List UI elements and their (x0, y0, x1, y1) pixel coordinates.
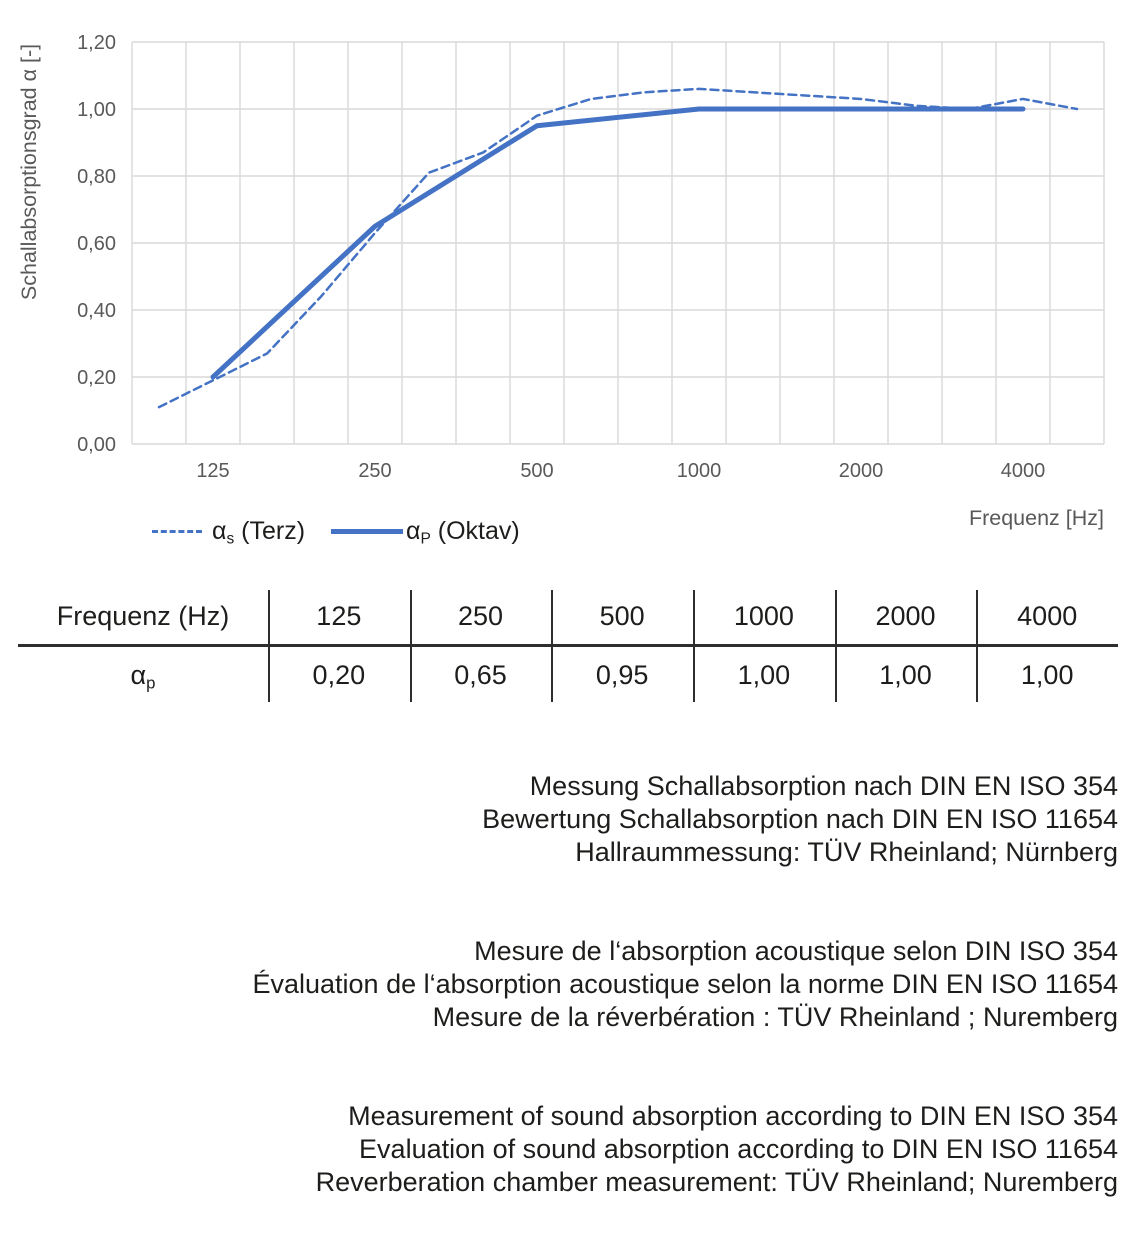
x-axis-tick-label: 125 (196, 460, 230, 482)
chart-legend (152, 514, 520, 548)
table-column-divider (835, 590, 837, 702)
absorption-chart-canvas (0, 0, 1135, 548)
note-block-english (8, 1100, 1118, 1199)
note-block-german (8, 770, 1118, 869)
alpha-p-value-500: 0,95 (595, 659, 649, 690)
table-header-row (18, 588, 1118, 644)
legend-label-alpha-p-oktav: $\alpha_P$ (Oktav) (406, 516, 520, 547)
note-line: Measurement of sound absorption according to DIN EN ISO 354 (348, 1101, 1118, 1131)
table-header-2000: 2000 (875, 600, 936, 631)
table-column-divider (268, 590, 270, 702)
note-line: Bewertung Schallabsorption nach DIN EN ISO 11654 (482, 804, 1118, 834)
table-header-250: 250 (457, 600, 504, 631)
y-axis-tick-label: 1,00 (77, 99, 116, 121)
x-axis-tick-label: 2000 (838, 460, 884, 482)
alpha-p-table (18, 588, 1118, 704)
table-header-500: 500 (599, 600, 645, 631)
x-axis-title: Frequenz [Hz] (968, 506, 1104, 530)
table-column-divider (693, 590, 695, 702)
note-line: Evaluation of sound absorption according to DIN EN ISO 11654 (359, 1134, 1118, 1164)
y-axis-tick-label: 0,20 (77, 367, 116, 389)
y-axis-tick-label: 0,80 (77, 166, 116, 188)
legend-entry-alpha-s-terz (152, 517, 305, 546)
note-line: Mesure de l‘absorption acoustique selon DIN ISO 354 (474, 936, 1118, 966)
alpha-p-value-4000: 1,00 (1020, 659, 1074, 690)
alpha-p-value-125: 0,20 (312, 659, 366, 690)
note-line: Mesure de la réverbération : TÜV Rheinland ; Nuremberg (432, 1002, 1118, 1032)
absorption-chart (0, 0, 1135, 548)
note-line: Hallraummessung: TÜV Rheinland; Nürnberg (575, 837, 1118, 867)
table-column-divider (551, 590, 553, 702)
x-axis-tick-label: 500 (520, 460, 554, 482)
alpha-p-value-2000: 1,00 (879, 659, 932, 690)
y-axis-tick-label: 1,20 (77, 32, 116, 54)
y-axis-tick-label: 0,40 (77, 300, 116, 322)
alpha-p-value-250: 0,65 (454, 659, 507, 690)
note-block-french (8, 935, 1118, 1034)
legend-label-alpha-s-terz: $\alpha_s$ (Terz) (212, 516, 306, 547)
solid-line-swatch (331, 529, 403, 534)
table-column-divider (410, 590, 412, 702)
table-header-4000: 4000 (1017, 600, 1078, 631)
x-axis-tick-label: 4000 (1000, 460, 1046, 482)
note-line: Messung Schallabsorption nach DIN EN ISO 354 (529, 771, 1118, 801)
table-column-divider (976, 590, 978, 702)
y-axis-title: Schallabsorptionsgrad α [-] (17, 43, 41, 301)
x-axis-tick-label: 1000 (676, 460, 722, 482)
y-axis-tick-label: 0,00 (77, 434, 116, 456)
table-header-125: 125 (316, 600, 362, 631)
y-axis-tick-label: 0,60 (77, 233, 116, 255)
alpha-p-value-1000: 1,00 (737, 659, 791, 690)
table-value-row (18, 647, 1118, 703)
dashed-line-swatch (152, 530, 202, 533)
x-axis-tick-label: 250 (358, 460, 392, 482)
legend-entry-alpha-p-oktav (331, 517, 520, 546)
note-line: Évaluation de l‘absorption acoustique selon la norme DIN EN ISO 11654 (252, 969, 1118, 999)
table-header-frequency: Frequenz (Hz) (56, 600, 230, 631)
table-header-1000: 1000 (733, 600, 794, 631)
note-line: Reverberation chamber measurement: TÜV Rheinland; Nuremberg (315, 1167, 1118, 1197)
alpha-p-row-label: $\alpha_p$ (130, 659, 156, 693)
